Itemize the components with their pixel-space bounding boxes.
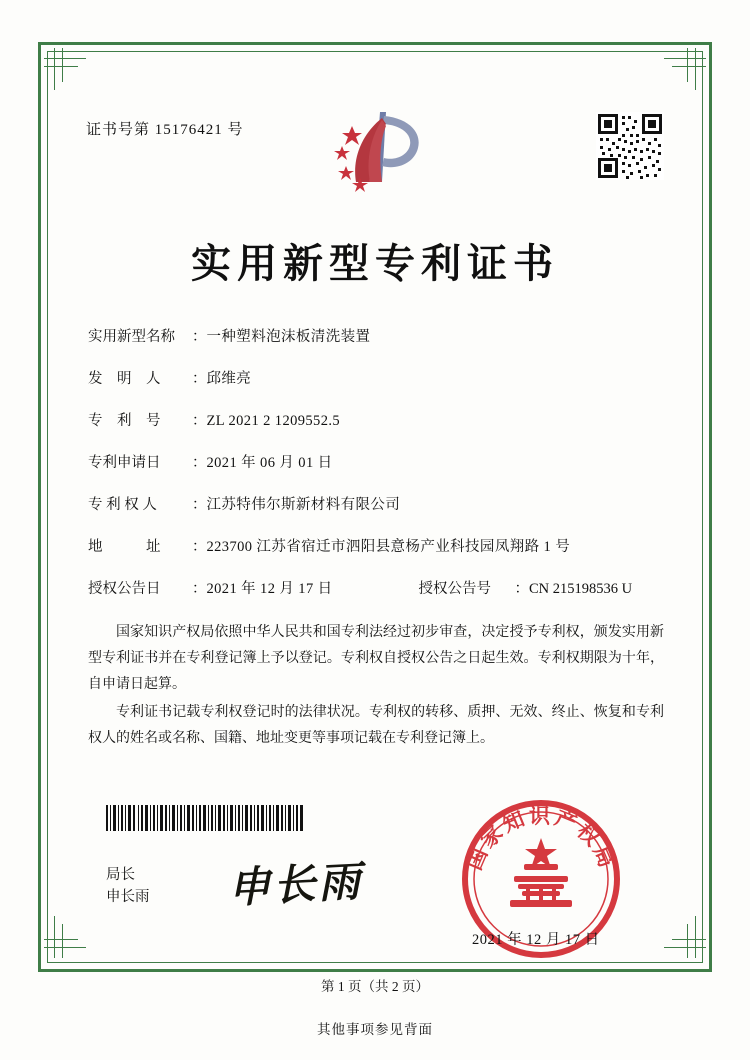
svg-text:国家知识产权局: 国家知识产权局 (460, 803, 622, 874)
field-row-patent-number (88, 409, 668, 430)
footer-note: 其他事项参见背面 (317, 1022, 433, 1037)
field-colon: ： (192, 413, 207, 429)
field-colon: ： (192, 581, 207, 597)
field-colon: ： (192, 539, 207, 555)
field-label: 地 址 (88, 539, 161, 555)
field-row-grant-announcement (88, 577, 668, 598)
page-indicator: 第 1 页（共 2 页） (321, 979, 429, 994)
paragraph-grant: 国家知识产权局依照中华人民共和国专利法经过初步审查，决定授予专利权，颁发实用新型专利证书并在专利登记簿上予以登记。专利权自授权公告之日起生效。专利权期限为十年，自申请日起算。 (88, 625, 664, 692)
field-label: 实用新型名称 (88, 329, 175, 345)
legal-text (88, 620, 664, 754)
patent-office-logo-icon (322, 108, 434, 210)
field-value: 邱维亮 (206, 371, 252, 387)
field-value: ZL 2021 2 1209552.5 (206, 413, 341, 429)
field-row-address (88, 535, 668, 556)
qr-code-icon (596, 112, 664, 180)
corner-ornament-top-right (654, 48, 706, 100)
certificate-number: 证书号第 15176421 号 (86, 122, 244, 138)
page-title: 实用新型专利证书 (191, 240, 559, 287)
field-list (88, 325, 668, 619)
field-colon: ： (192, 455, 207, 471)
director-role: 局长 (106, 867, 135, 883)
field-label: 授权公告日 (88, 581, 161, 597)
field-label-secondary: 授权公告号 (418, 581, 491, 597)
field-row-patentee (88, 493, 668, 514)
field-value: 2021 年 12 月 17 日 (206, 581, 333, 597)
field-row-utility-model-name (88, 325, 668, 346)
seal-date: 2021 年 12 月 17 日 (472, 932, 600, 948)
field-label: 专 利 号 (88, 413, 161, 429)
corner-ornament-top-left (44, 48, 96, 100)
director-name: 申长雨 (106, 889, 150, 905)
field-row-inventor (88, 367, 668, 388)
field-value: 一种塑料泡沫板清洗装置 (206, 329, 371, 345)
director-block (106, 864, 150, 908)
handwritten-signature: 申长雨 (226, 856, 365, 913)
field-value: 223700 江苏省宿迁市泗阳县意杨产业科技园凤翔路 1 号 (206, 539, 571, 555)
field-value: 2021 年 06 月 01 日 (206, 455, 333, 471)
barcode (106, 805, 304, 831)
field-label: 专 利 权 人 (88, 497, 157, 513)
field-value-secondary: CN 215198536 U (529, 581, 633, 597)
corner-ornament-bottom-right (654, 906, 706, 958)
corner-ornament-bottom-left (44, 906, 96, 958)
field-label: 专利申请日 (88, 455, 161, 471)
field-colon-secondary: ： (514, 581, 529, 597)
field-colon: ： (192, 371, 207, 387)
field-colon: ： (192, 497, 207, 513)
paragraph-registry: 专利证书记载专利权登记时的法律状况。专利权的转移、质押、无效、终止、恢复和专利权人的姓名或名称、国籍、地址变更等事项记载在专利登记簿上。 (88, 705, 664, 746)
field-value: 江苏特伟尔斯新材料有限公司 (206, 497, 401, 513)
field-row-application-date (88, 451, 668, 472)
field-colon: ： (192, 329, 207, 345)
field-label: 发 明 人 (88, 371, 161, 387)
